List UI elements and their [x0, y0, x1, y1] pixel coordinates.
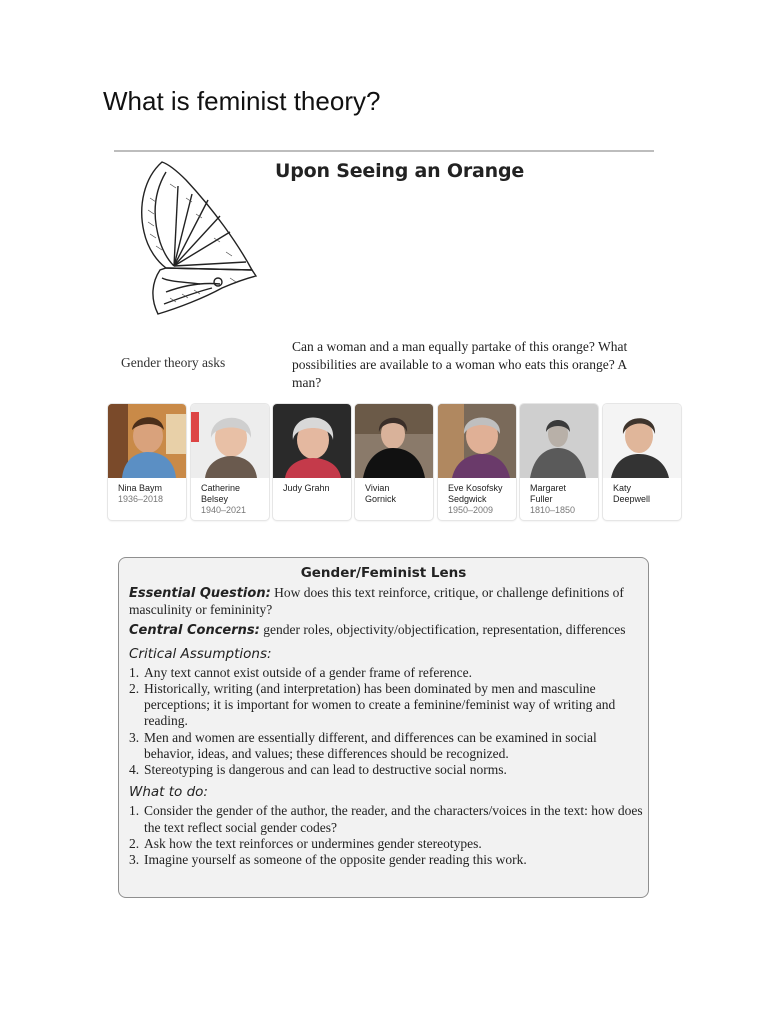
- list-item: 4. Stereotyping is dangerous and can lead to destructive social norms.: [129, 762, 507, 778]
- person-card[interactable]: [603, 404, 681, 520]
- person-name: Catherine Belsey: [201, 483, 241, 504]
- gender-theory-label: Gender theory asks: [121, 355, 226, 370]
- person-card[interactable]: [438, 404, 516, 520]
- person-photo: [108, 404, 186, 478]
- person-card[interactable]: [108, 404, 186, 520]
- central-concerns-label: Central Concerns:: [129, 623, 260, 639]
- gender-feminist-lens-box: [118, 557, 649, 898]
- person-card[interactable]: [520, 404, 598, 520]
- list-item: 1. Any text cannot exist outside of a gender frame of reference.: [129, 664, 472, 680]
- person-name: Vivian Gornick: [365, 483, 397, 504]
- person-name: Nina Baym: [118, 483, 163, 493]
- page-title: What is feminist theory?: [103, 86, 381, 116]
- central-concerns: [129, 622, 644, 639]
- orange-slice-illustration: [130, 158, 260, 316]
- orange-slide-image: [114, 146, 654, 396]
- critical-assumptions-heading: Critical Assumptions:: [129, 645, 272, 662]
- list-item: 1. Consider the gender of the author, the reader, and the characters/voices in the text: how does the text reflect social gender codes?: [129, 803, 643, 835]
- person-card[interactable]: [273, 404, 351, 520]
- person-name: Judy Grahn: [283, 483, 330, 493]
- lens-title: Gender/Feminist Lens: [300, 565, 467, 581]
- person-photo: [191, 404, 269, 478]
- slide-title: Upon Seeing an Orange: [275, 160, 525, 182]
- person-years: 1940–2021: [201, 505, 247, 515]
- person-card[interactable]: [191, 404, 269, 520]
- person-photo: [438, 404, 516, 478]
- list-item: 2. Ask how the text reinforces or undermines gender stereotypes.: [129, 835, 482, 851]
- critical-assumptions-list: [129, 665, 644, 778]
- what-to-do-heading: What to do:: [129, 784, 208, 801]
- central-concerns-text: gender roles, objectivity/objectification, representation, differences: [263, 622, 626, 638]
- lens-body: [129, 585, 644, 868]
- list-item: 2. Historically, writing (and interpretation) has been dominated by men and masculine perceptions; it is important for women to create a feminine/feminist way of writing and reading.: [129, 681, 616, 729]
- person-years: 1950–2009: [448, 505, 494, 515]
- essential-question-text: How does this text reinforce, critique, or challenge definitions of masculinity or femininity?: [129, 585, 624, 618]
- essential-question: [129, 585, 644, 618]
- person-photo: [603, 404, 681, 478]
- person-name: Katy Deepwell: [613, 483, 651, 504]
- people-carousel: [106, 404, 686, 522]
- person-photo: [273, 404, 351, 478]
- person-photo: [520, 404, 598, 478]
- person-photo: [355, 404, 433, 478]
- essential-question-label: Essential Question:: [129, 586, 271, 601]
- slide-divider: [114, 150, 654, 152]
- person-years: 1936–2018: [118, 494, 164, 504]
- list-item: 3. Men and women are essentially different, and differences can be examined in social behavior, ideas, and values; these differences should be recognized.: [129, 729, 597, 761]
- person-years: 1810–1850: [530, 505, 576, 515]
- what-to-do-list: [129, 803, 644, 868]
- list-item: 3. Imagine yourself as someone of the opposite gender reading this work.: [129, 852, 527, 868]
- person-card[interactable]: [355, 404, 433, 520]
- person-name: Eve Kosofsky Sedgwick: [448, 483, 503, 504]
- person-name: Margaret Fuller: [530, 483, 567, 504]
- orange-question-text: Can a woman and a man equally partake of this orange? What possibilities are available to a woman who eats this orange? A man?: [292, 339, 628, 390]
